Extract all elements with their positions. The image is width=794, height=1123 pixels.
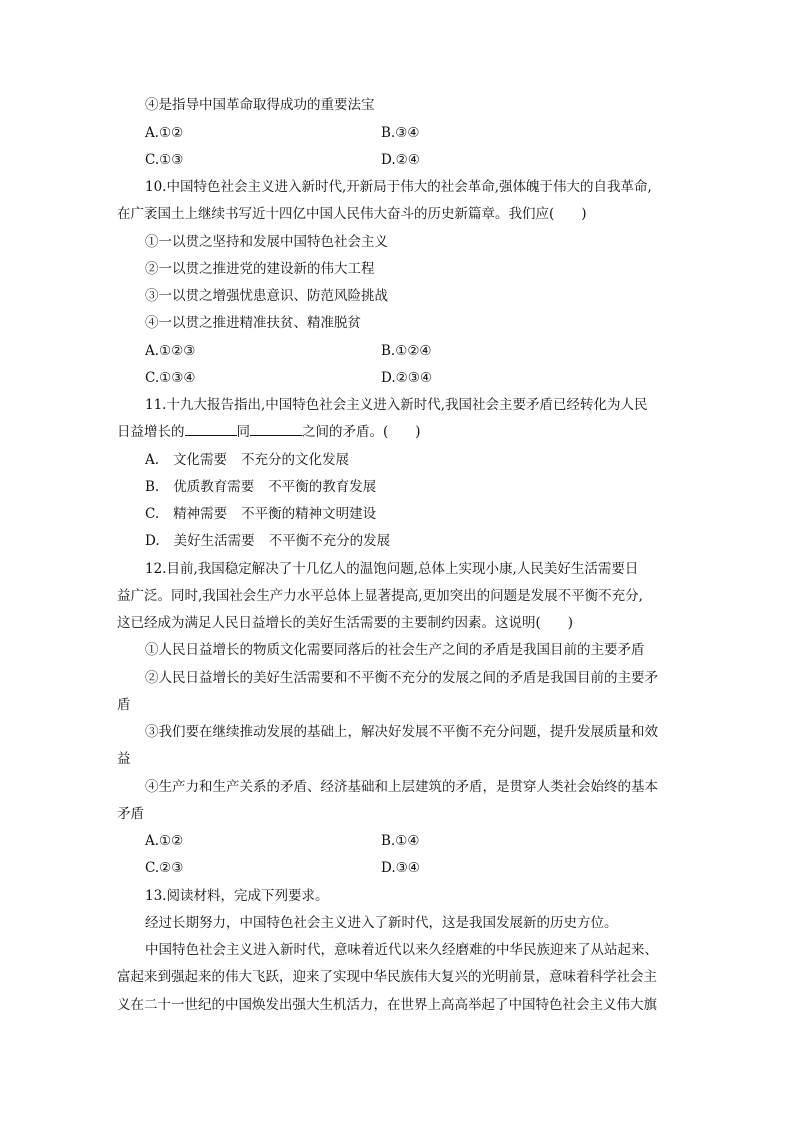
q11-stem-line2 [117, 423, 421, 441]
q12-item-1: ①人民日益增长的物质文化需要同落后的社会生产之间的矛盾是我国目前的主要矛盾 [145, 642, 645, 658]
q11-stem-line1: 11.十九大报告指出,中国特色社会主义进入新时代,我国社会主要矛盾已经转化为人民 [145, 397, 648, 413]
prev-option-d: D.②④ [381, 152, 420, 168]
q10-option-a: A.①②③ [145, 343, 196, 359]
q12-item-4-line1: ④生产力和生产关系的矛盾、经济基础和上层建筑的矛盾，是贯穿人类社会始终的基本 [145, 779, 658, 795]
prev-item-4: ④是指导中国革命取得成功的重要法宝 [145, 97, 375, 113]
prev-option-c: C.①③ [145, 152, 184, 168]
q12-option-c: C.②③ [145, 860, 184, 876]
q13-stem: 13.阅读材料，完成下列要求。 [145, 888, 329, 904]
q10-item-3: ③一以贯之增强忧患意识、防范风险挑战 [145, 288, 388, 304]
q12-item-3-line1: ③我们要在继续推动发展的基础上，解决好发展不平衡不充分问题，提升发展质量和效 [145, 724, 658, 740]
q12-item-4-line2: 矛盾 [117, 806, 144, 822]
q10-item-1: ①一以贯之坚持和发展中国特色社会主义 [145, 234, 388, 250]
q11-option-b: B. 优质教育需要 不平衡的教育发展 [145, 479, 377, 495]
q11-option-a: A. 文化需要 不充分的文化发展 [145, 452, 350, 468]
q12-item-2-line1: ②人民日益增长的美好生活需要和不平衡不充分的发展之间的矛盾是我国目前的主要矛 [145, 670, 658, 686]
q12-option-a: A.①② [145, 833, 184, 849]
q12-item-2-line2: 盾 [117, 697, 131, 713]
q11-stem-part-b: 同 [236, 424, 250, 440]
q13-para-2-line3: 义在二十一世纪的中国焕发出强大生机活力，在世界上高高举起了中国特色社会主义伟大旗 [117, 997, 657, 1013]
q10-option-b: B.①②④ [381, 343, 432, 359]
q11-option-c: C. 精神需要 不平衡的精神文明建设 [145, 506, 377, 522]
q13-para-1: 经过长期努力，中国特色社会主义进入了新时代，这是我国发展新的历史方位。 [145, 915, 618, 931]
q10-item-4: ④一以贯之推进精准扶贫、精准脱贫 [145, 315, 361, 331]
q10-option-d: D.②③④ [381, 370, 432, 386]
q12-option-b: B.①④ [381, 833, 420, 849]
q12-stem-line2: 益广泛。同时,我国社会生产力水平总体上显著提高,更加突出的问题是发展不平衡不充分, [117, 588, 643, 604]
q12-stem-line3: 这已经成为满足人民日益增长的美好生活需要的主要制约因素。这说明( ) [117, 615, 574, 631]
fill-blank-2 [250, 423, 302, 436]
prev-option-a: A.①② [145, 125, 184, 141]
q13-para-2-line1: 中国特色社会主义进入新时代，意味着近代以来久经磨难的中华民族迎来了从站起来、 [145, 942, 658, 958]
q13-para-2-line2: 富起来到强起来的伟大飞跃，迎来了实现中华民族伟大复兴的光明前景，意味着科学社会主 [117, 969, 657, 985]
prev-option-b: B.③④ [381, 125, 420, 141]
q11-option-d: D. 美好生活需要 不平衡不充分的发展 [145, 533, 391, 549]
q12-option-d: D.③④ [381, 860, 420, 876]
q10-stem-line2: 在广袤国土上继续书写近十四亿中国人民伟大奋斗的历史新篇章。我们应( ) [117, 206, 587, 222]
q10-stem-line1: 10.中国特色社会主义进入新时代,开新局于伟大的社会革命,强体魄于伟大的自我革命, [145, 179, 652, 195]
q10-option-c: C.①③④ [145, 370, 196, 386]
q11-stem-part-c: 之间的矛盾。( ) [302, 424, 421, 440]
q10-item-2: ②一以贯之推进党的建设新的伟大工程 [145, 261, 375, 277]
fill-blank-1 [185, 423, 237, 436]
q11-stem-part-a: 日益增长的 [117, 424, 185, 440]
q12-item-3-line2: 益 [117, 751, 131, 767]
q12-stem-line1: 12.目前,我国稳定解决了十几亿人的温饱问题,总体上实现小康,人民美好生活需要日 [145, 561, 639, 577]
